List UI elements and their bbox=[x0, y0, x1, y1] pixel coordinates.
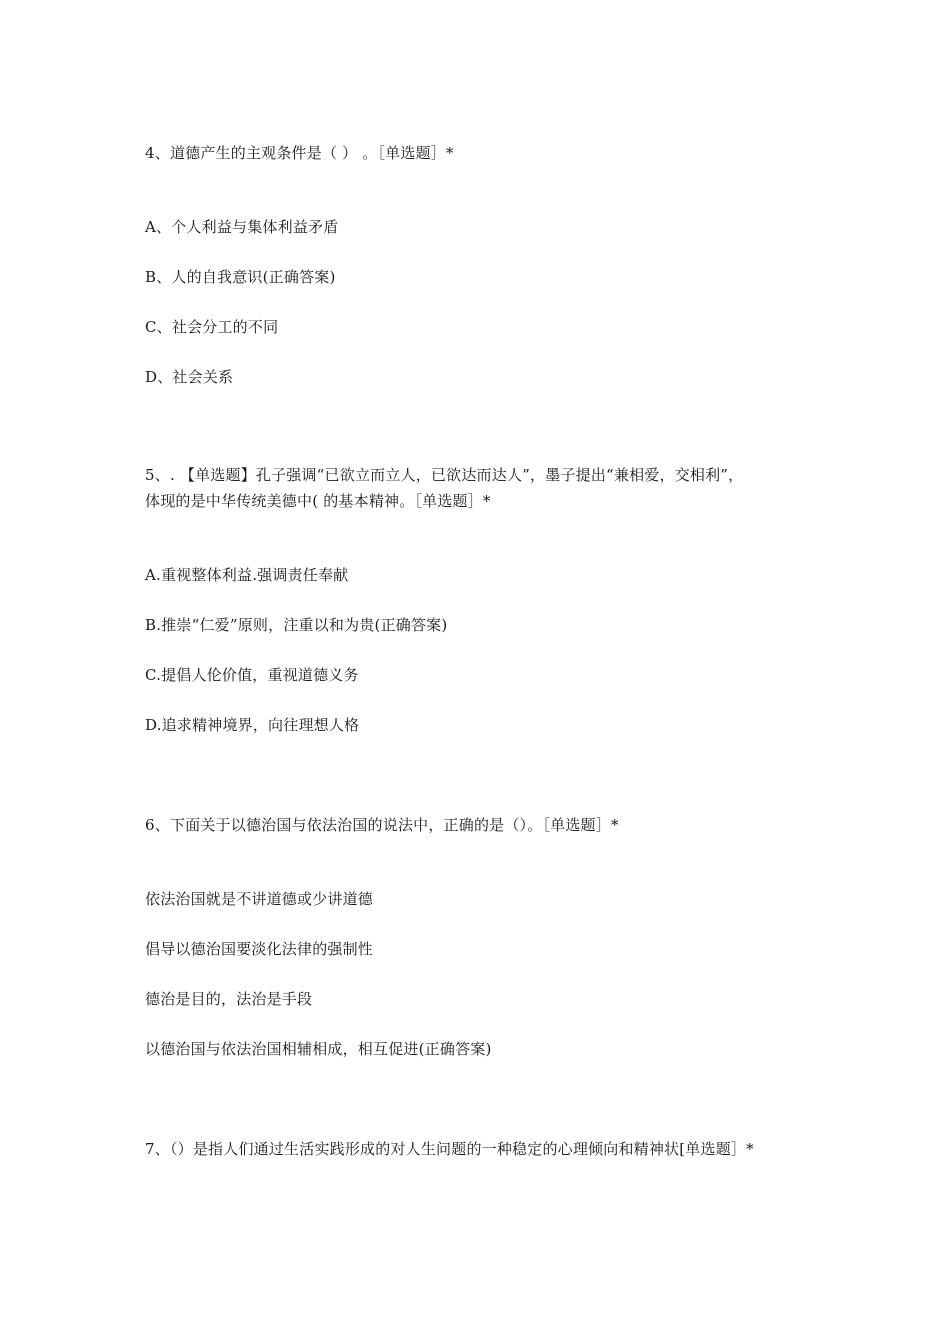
question-5-stem-line-1: 5、. 【单选题】孔子强调“已欲立而立人，已欲达而达人”，墨子提出“兼相爱，交相利”， bbox=[145, 466, 744, 484]
question-5-option-d: D.追求精神境界，向往理想人格 bbox=[145, 716, 360, 734]
question-7-stem: 7、（）是指人们通过生活实践形成的对人生问题的一种稳定的心理倾向和精神状[单选题］* bbox=[145, 1140, 754, 1158]
question-4-option-b: B、人的自我意识(正确答案) bbox=[145, 268, 336, 286]
question-4-option-c: C、社会分工的不同 bbox=[145, 318, 279, 336]
question-5-option-c: C.提倡人伦价值，重视道德义务 bbox=[145, 666, 359, 684]
question-4-stem: 4、道德产生的主观条件是（ ） 。［单选题］* bbox=[145, 144, 454, 162]
question-4-option-d: D、社会关系 bbox=[145, 368, 234, 386]
question-5-stem-line-2: 体现的是中华传统美德中( 的基本精神。［单选题］* bbox=[145, 492, 491, 510]
question-6-option-1: 依法治国就是不讲道德或少讲道德 bbox=[145, 890, 374, 908]
question-6-option-2: 倡导以德治国要淡化法律的强制性 bbox=[145, 940, 374, 958]
question-6-option-3: 德治是目的，法治是手段 bbox=[145, 990, 313, 1008]
question-6-option-4: 以德治国与依法治国相辅相成，相互促进(正确答案) bbox=[145, 1040, 492, 1058]
question-4-option-a: A、个人利益与集体利益矛盾 bbox=[145, 218, 339, 236]
question-5-option-b: B.推崇“仁爱”原则，注重以和为贵(正确答案) bbox=[145, 616, 448, 634]
question-5-option-a: A.重视整体利益.强调责任奉献 bbox=[145, 566, 349, 584]
question-6-stem: 6、下面关于以德治国与依法治国的说法中，正确的是（）。［单选题］* bbox=[145, 816, 619, 834]
